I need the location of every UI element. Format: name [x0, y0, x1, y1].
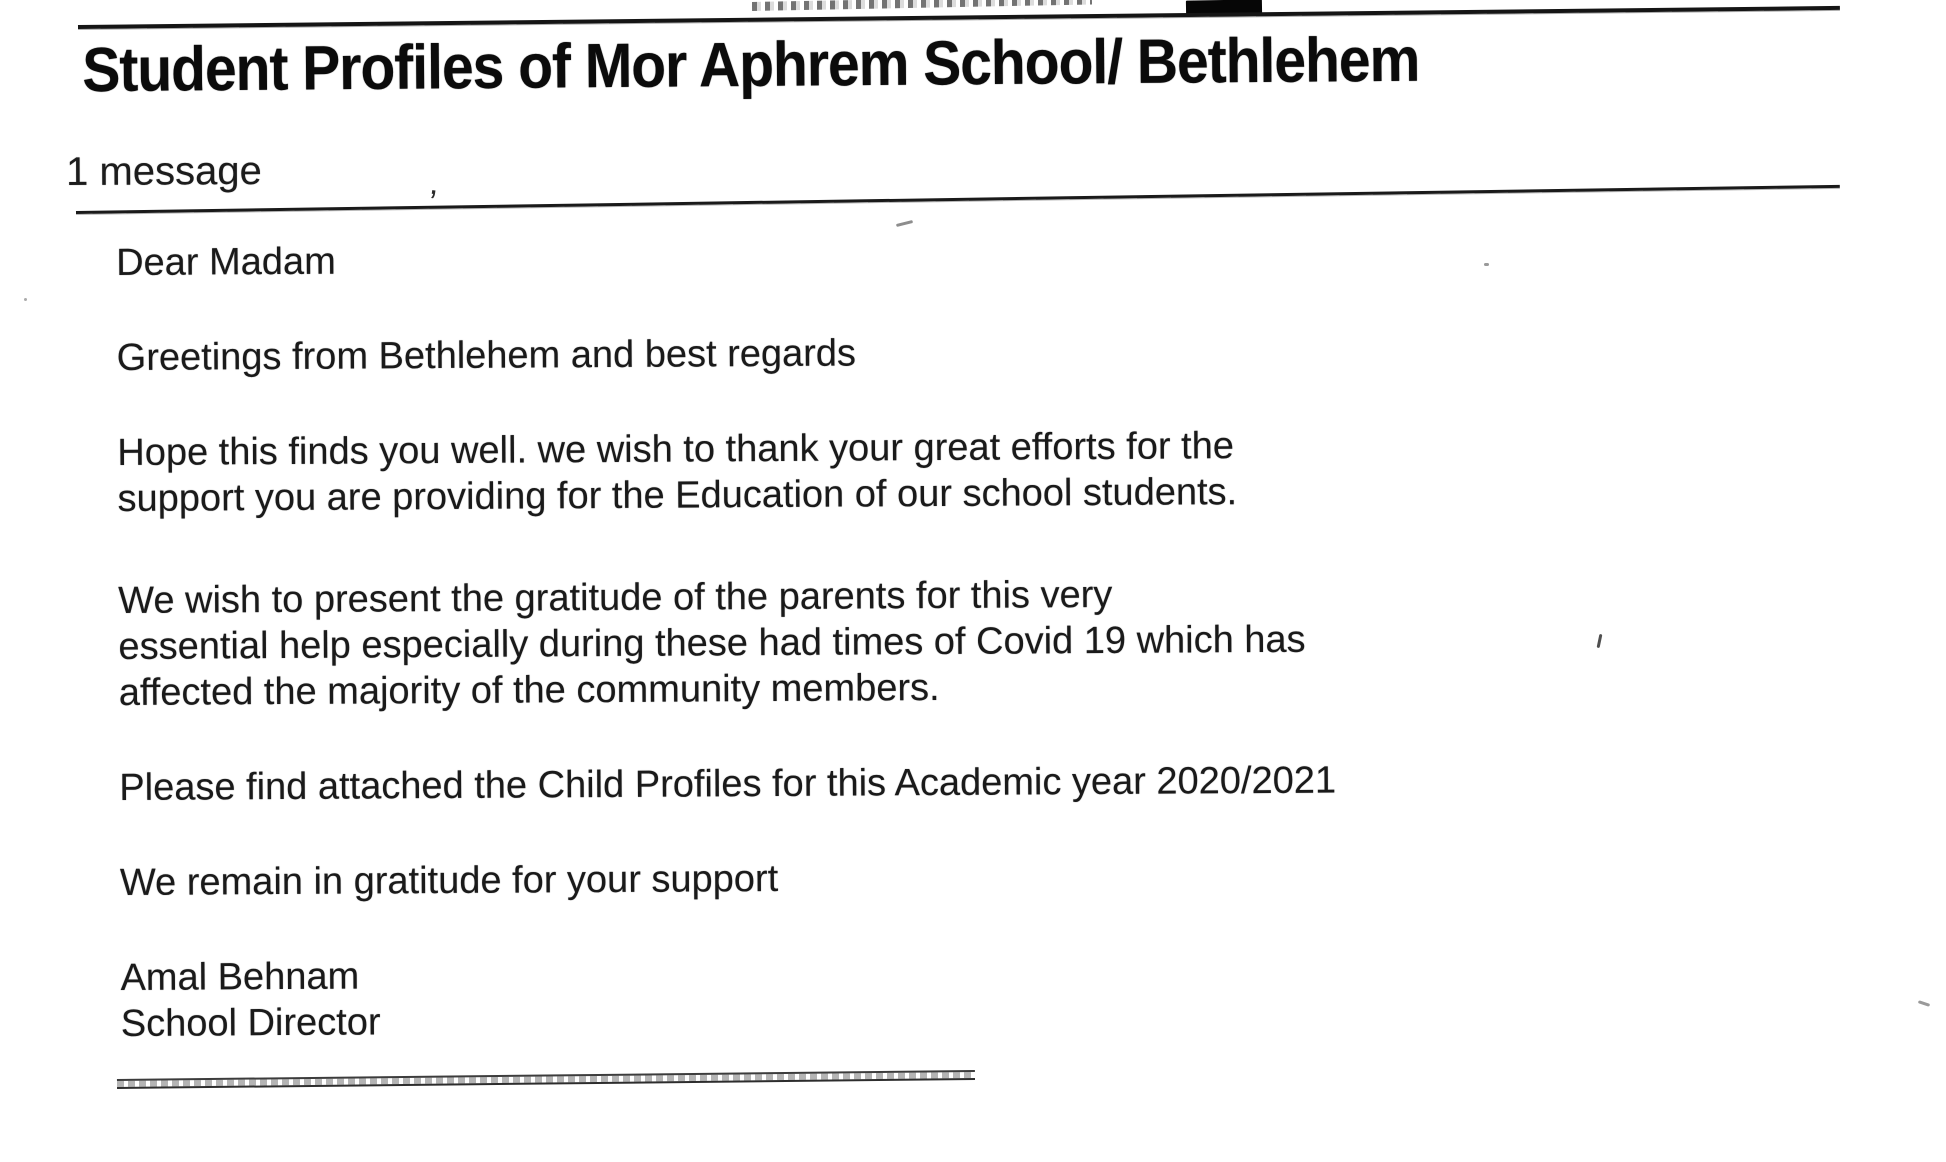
paragraph-closing	[120, 853, 1337, 906]
scan-speck-edge	[1918, 1000, 1930, 1007]
scan-speck-dot	[1484, 263, 1489, 266]
signature-divider	[117, 1070, 975, 1089]
scan-speck-tick	[1597, 634, 1603, 648]
body-line: We wish to present the gratitude of the parents for this very	[118, 573, 1113, 622]
header-rule-top	[78, 6, 1840, 29]
body-line: essential help especially during these had times of Covid 19 which has	[118, 618, 1306, 668]
paragraph-attachment	[119, 758, 1336, 811]
scan-artifact-speckle-band	[752, 0, 1092, 11]
paragraph-thanks	[117, 423, 1334, 522]
scan-speck-comma: ,	[427, 163, 443, 203]
body-line: support you are providing for the Education of our school students.	[117, 471, 1238, 520]
message-count: 1 message	[66, 148, 262, 194]
letter-body	[116, 233, 1338, 1047]
body-line: Please find attached the Child Profiles for this Academic year 2020/2021	[119, 759, 1337, 809]
body-line: affected the majority of the community members.	[118, 666, 940, 714]
paragraph-gratitude	[118, 571, 1336, 716]
signature-block	[120, 948, 1337, 1047]
paragraph-greeting	[117, 328, 1334, 381]
salutation-line: Dear Madam	[116, 240, 336, 284]
body-line: Greetings from Bethlehem and best regards	[116, 332, 857, 379]
header-rule-bottom	[76, 185, 1840, 214]
signature-role: School Director	[120, 1001, 381, 1045]
page-title: Student Profiles of Mor Aphrem School/ Bethlehem	[82, 24, 1420, 106]
scan-speck-dot	[24, 298, 27, 301]
signature-name: Amal Behnam	[120, 955, 360, 999]
body-line: Hope this finds you well. we wish to thank your great efforts for the	[117, 425, 1235, 474]
scan-speck-tilde	[896, 220, 913, 227]
body-line: We remain in gratitude for your support	[119, 857, 779, 904]
